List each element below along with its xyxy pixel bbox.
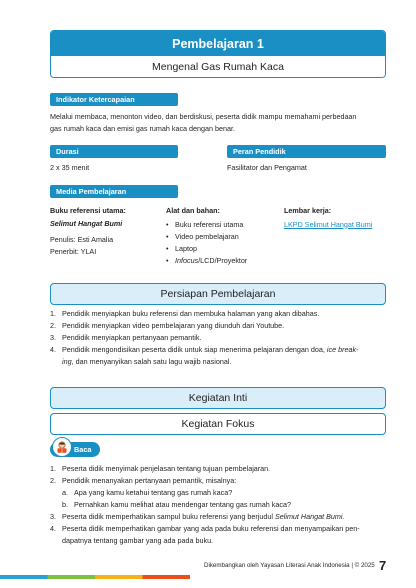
list-item: 3. Peserta didik memperhatikan sampul buku referensi yang berjudul Selimut Hangat Bumi. (50, 512, 345, 521)
persiapan-list (50, 308, 386, 368)
lesson-title-box (50, 30, 386, 78)
list-item: 4. Pendidik mengondisikan peserta didik untuk siap menerima pelajaran dengan doa, ice break- ing, dan menyanyikan salah satu lagu wajib nasional. (50, 345, 359, 366)
list-item-text: Pendidik mengondisikan peserta didik untuk siap menerima pelajaran dengan doa, (62, 345, 325, 354)
list-item: 2. Pendidik menyiapkan video pembelajaran yang diunduh dari Youtube. (50, 320, 386, 332)
page-number: 7 (379, 558, 387, 573)
list-item-text: Peserta didik memperhatikan sampul buku referensi yang berjudul (62, 512, 273, 521)
list-item-text: Pendidik menyiapkan video pembelajaran yang diunduh dari Youtube. (62, 321, 285, 330)
alat-item: • Laptop (166, 243, 276, 255)
alat-item-italic: Infocus (175, 255, 199, 265)
footer-credit: Dikembangkan oleh Yayasan Literasi Anak Indonesia | © 2025 (204, 562, 375, 569)
indikator-line-2: gas rumah kaca dan emisi gas rumah kaca dengan benar. (50, 123, 235, 133)
list-item-text: Peserta didik menyimak penjelasan tentang tujuan pembelajaran. (62, 464, 271, 473)
indikator-text (50, 111, 386, 134)
list-item-text: dapatnya tentang gambar yang ada pada buku. (62, 536, 214, 545)
alat-item: • Video pembelajaran (166, 231, 276, 243)
list-item-text: dan menyanyikan salah satu lagu wajib nasional. (75, 357, 232, 366)
buku-heading: Buku referensi utama: (50, 206, 126, 215)
kegiatan-inti-heading: Kegiatan Inti (50, 387, 386, 409)
list-item-text: Pendidik menyiapkan pertanyaan pemantik. (62, 333, 202, 342)
buku-column (50, 205, 160, 257)
indikator-label: Indikator Ketercapaian (50, 93, 178, 106)
alat-list (166, 219, 276, 267)
sub-list-item-text: Apa yang kamu ketahui tentang gas rumah kaca? (74, 488, 233, 497)
list-item-text: Peserta didik memperhatikan gambar yang ada pada buku referensi dan menyampaikan pen- (62, 524, 360, 533)
lkpd-link[interactable]: LKPD Selimut Hangat Bumi (284, 219, 373, 229)
lesson-title: Pembelajaran 1 (51, 31, 385, 56)
alat-item-rest: /LCD/Proyektor (198, 255, 248, 265)
sub-list-item: b. Pernahkan kamu melihat atau mendengar tentang gas rumah kaca? (62, 500, 291, 509)
buku-penulis: Penulis: Esti Amalia (50, 235, 114, 244)
reading-child-icon (52, 437, 72, 457)
peran-label: Peran Pendidik (227, 145, 386, 158)
alat-column (166, 205, 276, 267)
list-item-italic: Selimut Hangat Bumi. (274, 512, 345, 521)
alat-heading: Alat dan bahan: (166, 206, 220, 215)
buku-title: Selimut Hangat Bumi (50, 218, 123, 228)
list-item: 1. Peserta didik menyimak penjelasan tentang tujuan pembelajaran. (50, 463, 386, 475)
buku-penerbit: Penerbit: YLAI (50, 246, 97, 256)
lembar-column (284, 205, 388, 230)
footer-stripe-segment (143, 575, 191, 579)
list-item-italic: ing, (62, 357, 74, 366)
durasi-label: Durasi (50, 145, 178, 158)
indikator-line-1: Melalui membaca, menonton video, dan berdiskusi, peserta didik mampu memahami perbedaan (50, 112, 357, 121)
footer-stripe-segment (0, 575, 48, 579)
baca-list (50, 463, 386, 547)
durasi-value: 2 x 35 menit (50, 163, 90, 172)
media-label: Media Pembelajaran (50, 185, 178, 198)
list-item: 1. Pendidik menyiapkan buku referensi dan membuka halaman yang akan dibahas. (50, 308, 386, 320)
lembar-heading: Lembar kerja: (284, 206, 332, 215)
list-item: 4. Peserta didik memperhatikan gambar yang ada pada buku referensi dan menyampaikan pen- dapatnya tentang gambar yang ada pada buku. (50, 524, 360, 545)
list-item: 3. Pendidik menyiapkan pertanyaan pemantik. (50, 332, 386, 344)
list-item: 2. Pendidik menanyakan pertanyaan pemantik, misalnya: (50, 475, 386, 487)
alat-item: • Buku referensi utama (166, 219, 276, 231)
list-item-text: Pendidik menyiapkan buku referensi dan membuka halaman yang akan dibahas. (62, 309, 320, 318)
list-item-text: Pendidik menanyakan pertanyaan pemantik, misalnya: (62, 476, 237, 485)
footer-stripe-segment (48, 575, 96, 579)
sub-list-item-text: Pernahkan kamu melihat atau mendengar tentang gas rumah kaca? (74, 500, 291, 509)
kegiatan-fokus-heading: Kegiatan Fokus (50, 413, 386, 435)
sub-list-item: a. Apa yang kamu ketahui tentang gas rumah kaca? (62, 488, 233, 497)
lesson-subtitle: Mengenal Gas Rumah Kaca (51, 56, 385, 77)
list-item-italic: ice break- (326, 345, 359, 354)
baca-badge: Baca (50, 442, 100, 457)
peran-value: Fasilitator dan Pengamat (227, 163, 307, 172)
persiapan-heading: Persiapan Pembelajaran (50, 283, 386, 305)
footer-stripe (0, 566, 190, 570)
alat-item (166, 255, 276, 267)
footer-stripe-segment (95, 575, 143, 579)
